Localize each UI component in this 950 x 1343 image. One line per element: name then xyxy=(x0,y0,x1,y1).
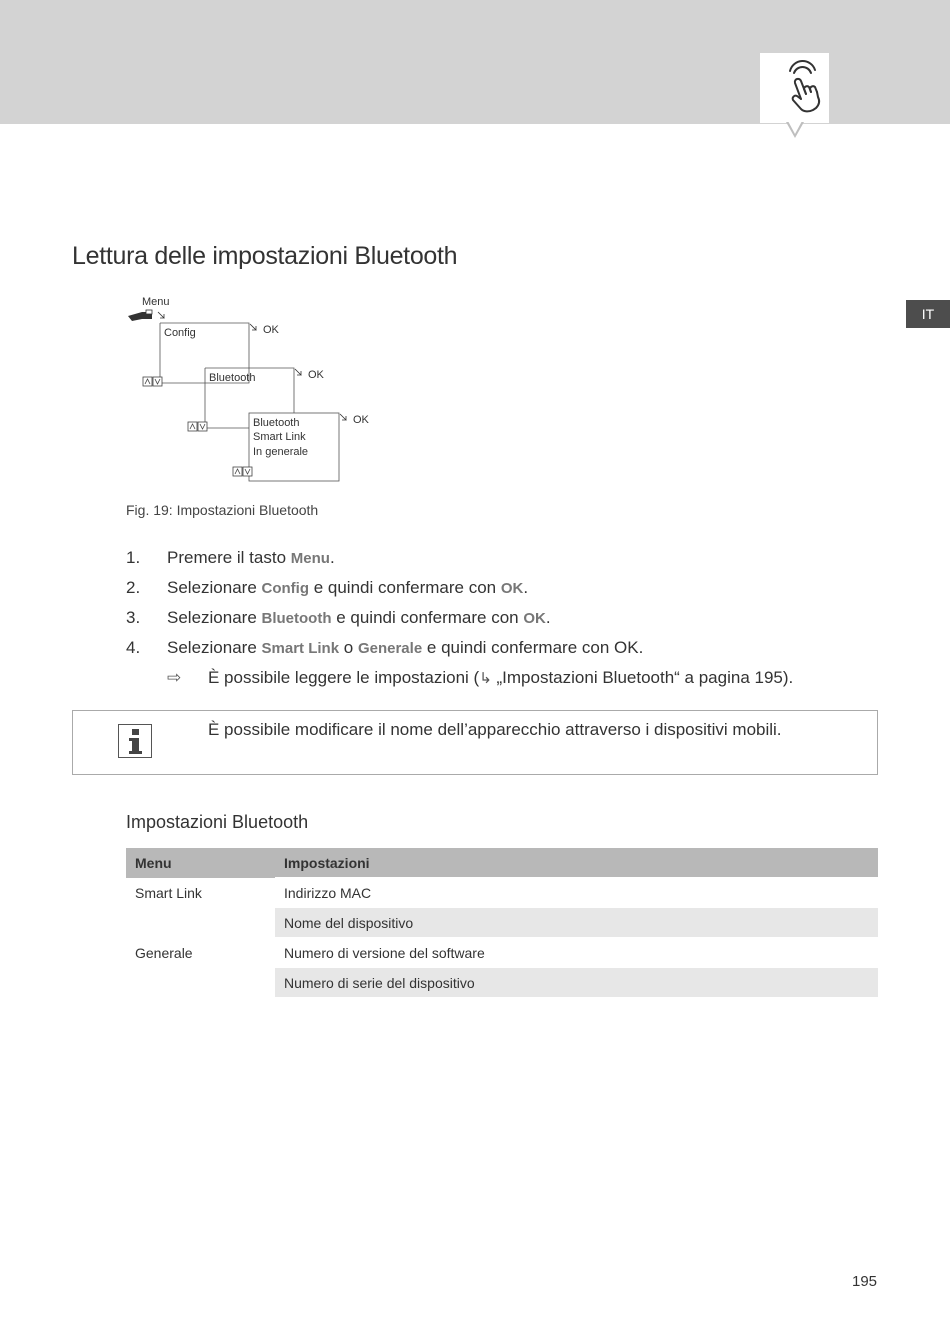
key-term: Generale xyxy=(357,640,423,657)
step-item xyxy=(126,636,886,666)
table-header-menu: Menu xyxy=(126,848,275,878)
cross-reference-icon: ↳ xyxy=(479,670,492,687)
table-header-settings: Impostazioni xyxy=(275,848,878,878)
figure-caption: Fig. 19: Impostazioni Bluetooth xyxy=(126,502,319,518)
table-cell-setting: Nome del dispositivo xyxy=(275,908,878,938)
diagram-sub-1: Bluetooth xyxy=(253,417,300,429)
table-cell-menu: Generale xyxy=(135,944,193,961)
result-text: È possibile leggere le impostazioni (↳ „Impostazioni Bluetooth“ a pagina 195). xyxy=(208,668,794,687)
diagram-sub-3: In generale xyxy=(253,446,309,458)
table-cell-setting: Numero di versione del software xyxy=(275,938,878,968)
step-item xyxy=(126,606,886,636)
key-term: Menu xyxy=(290,550,330,567)
step-text: Selezionare Bluetooth e quindi confermare con OK. xyxy=(167,608,551,627)
table-cell-menu xyxy=(126,908,275,938)
key-term: OK xyxy=(523,610,546,627)
key-term: OK xyxy=(500,580,524,597)
table-row xyxy=(126,908,878,938)
settings-table xyxy=(126,848,878,997)
cross-reference-link[interactable]: „Impostazioni Bluetooth“ a pagina 195). xyxy=(491,668,794,687)
diagram-menu-label: Menu xyxy=(142,296,170,308)
step-item xyxy=(126,546,886,576)
table-row xyxy=(126,938,878,968)
table-cell-setting: Indirizzo MAC xyxy=(275,878,878,908)
step-result xyxy=(126,666,886,696)
diagram-ok-1: OK xyxy=(263,324,279,336)
page-number: 195 xyxy=(852,1273,878,1290)
result-arrow-icon: ⇨ xyxy=(167,668,182,687)
section-title: Impostazioni Bluetooth xyxy=(126,812,309,832)
badge-pointer-fill xyxy=(788,121,802,134)
table-header-row xyxy=(126,848,878,878)
table-cell-menu: Smart Link xyxy=(135,884,202,901)
step-list xyxy=(126,546,886,696)
note-box xyxy=(72,710,878,775)
language-tab[interactable]: IT xyxy=(906,300,950,328)
info-icon xyxy=(118,724,152,758)
key-term: Smart Link xyxy=(261,640,340,657)
table-cell-setting: Numero di serie del dispositivo xyxy=(275,968,878,998)
chapter-badge xyxy=(760,53,829,123)
key-term: Config xyxy=(261,580,309,597)
menu-diagram xyxy=(120,288,380,488)
table-cell-menu xyxy=(126,968,275,998)
step-text: Selezionare Smart Link o Generale e quindi confermare con OK. xyxy=(167,638,644,657)
step-number: 1. xyxy=(126,548,141,567)
table-row xyxy=(126,968,878,998)
touch-hand-icon xyxy=(760,53,829,123)
step-number: 3. xyxy=(126,608,141,627)
diagram-sub-2: Smart Link xyxy=(253,431,306,443)
note-text: È possibile modificare il nome dell’apparecchio attraverso i dispositivi mobili. xyxy=(208,720,782,739)
key-term: Bluetooth xyxy=(261,610,332,627)
table-row xyxy=(126,878,878,908)
diagram-ok-2: OK xyxy=(308,369,324,381)
step-item xyxy=(126,576,886,606)
step-text: Premere il tasto Menu. xyxy=(167,548,335,567)
diagram-config-label: Config xyxy=(164,327,196,339)
step-number: 4. xyxy=(126,638,141,657)
step-number: 2. xyxy=(126,578,141,597)
diagram-bluetooth-label: Bluetooth xyxy=(209,372,256,384)
diagram-ok-3: OK xyxy=(353,414,369,426)
step-text: Selezionare Config e quindi confermare con OK. xyxy=(167,578,529,597)
page-title: Lettura delle impostazioni Bluetooth xyxy=(72,242,458,270)
